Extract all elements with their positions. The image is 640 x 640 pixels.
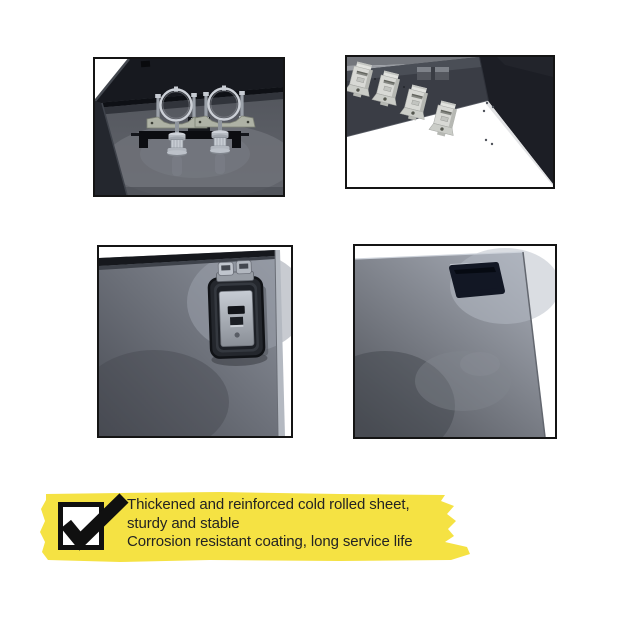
- banner-text: [127, 496, 477, 552]
- photo-handle-cutout: [353, 244, 557, 439]
- hinge: [417, 67, 449, 80]
- latch-slot: [228, 306, 245, 315]
- fiber-adapters-illustration: [347, 57, 553, 187]
- photo-fiber-adapters: [345, 55, 555, 189]
- banner-line-1: Thickened and reinforced cold rolled sheet,: [127, 496, 410, 513]
- feature-banner: [40, 490, 500, 570]
- pole-mount-clamps-illustration: [95, 59, 283, 195]
- photo-door-lock: [97, 245, 293, 438]
- handle-cutout: [450, 262, 502, 295]
- handle-cutout-illustration: [355, 246, 555, 437]
- checkbox: [58, 502, 104, 550]
- banner-line-2: sturdy and stable: [127, 514, 240, 532]
- door-lock-illustration: [99, 247, 291, 436]
- banner-line-3: Corrosion resistant coating, long service life: [127, 533, 413, 550]
- photo-pole-mount-clamps: [93, 57, 285, 197]
